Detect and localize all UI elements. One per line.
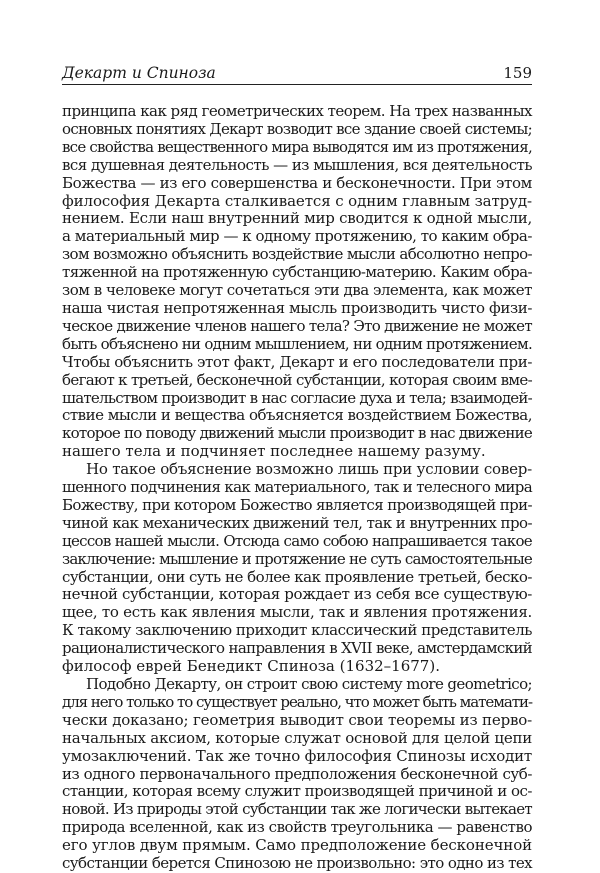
paragraph-first-line: Подобно Декарту, он строит свою систему more geometrico; [86,675,532,693]
text-line: субстанции берется Спинозою не произвольно: это одно из тех [62,854,532,873]
text-line: ствие мысли и вещества объясняется воздействием Божества, [62,406,532,425]
body-text [62,103,532,873]
text-line: К такому заключению приходит классический представитель [62,621,532,640]
text-line: рационалистического направления в XVII веке, амстердамский [62,639,532,658]
text-line: вся душевная деятельность — из мышления, вся деятельность [62,155,532,174]
paragraph-last-line: философ еврей Бенедикт Спиноза (1632–1677). [62,657,440,676]
text-line: шенного подчинения как материального, так и телесного мира [62,478,532,497]
text-line: тяженной на протяженную субстанцию-материю. Каким обра- [62,263,532,282]
running-title: Декарт и Спиноза [62,64,216,82]
text-line: щее, то есть как явления мысли, так и явления протяжения. [62,603,532,622]
text-line: шательством производит в нас согласие духа и тела; взаимодей- [62,388,532,407]
text-line: Божества — из его совершенства и бесконечности. При этом [62,173,532,192]
text-line: природа вселенной, как из свойств треугольника — равенство [62,818,532,837]
text-line: чиной как механических движений тел, так и внутренних про- [62,513,532,532]
text-line: быть объяснено ни одним мышлением, ни одним протяжением. [62,334,532,353]
text-line: основных понятиях Декарт возводит все здание своей системы; [62,119,532,138]
text-line: из одного первоначального предположения бесконечной суб- [62,764,532,783]
paragraph-first-line: Но такое объяснение возможно лишь при условии совер- [86,460,532,479]
text-line: для него только то существует реально, что может быть математи- [62,692,532,711]
text-line: начальных аксиом, которые служат основой для целой цепи [62,728,532,747]
text-line: все свойства вещественного мира выводятся им из протяжения, [62,137,532,156]
page-number: 159 [503,64,532,82]
text-line: умозаключений. Так же точно философия Спинозы исходит [62,746,532,765]
text-line: цессов нашей мысли. Отсюда само собою напрашивается такое [62,531,532,550]
paragraph-last-line: нашего тела и подчиняет последнее нашему разуму. [62,442,486,461]
text-line: его углов двум прямым. Само предположение бесконечной [62,836,532,855]
text-line: Божеству, при котором Божество является производящей при- [62,495,532,514]
text-line: которое по поводу движений мысли производит в нас движение [62,424,532,443]
text-line: чески доказано; геометрия выводит свои теоремы из перво- [62,710,532,729]
text-line: новой. Из природы этой субстанции так же логически вытекает [62,800,532,819]
text-line: нечной субстанции, которая рождает из себя все существую- [62,585,532,604]
text-line: ческое движение членов нашего тела? Это движение не может [62,316,532,335]
text-line: зом в человеке могут сочетаться эти два элемента, как может [62,281,532,300]
running-head [62,62,532,85]
text-line: а материальный мир — к одному протяжению, то каким обра- [62,227,532,246]
text-line: субстанции, они суть не более как проявление третьей, беско- [62,567,532,586]
text-line: принципа как ряд геометрических теорем. На трех названных [62,102,532,120]
text-line: заключение: мышление и протяжение не суть самостоятельные [62,549,532,568]
text-line: наша чистая непротяженная мысль производить чисто физи- [62,298,532,317]
text-line: бегают к третьей, бесконечной субстанции, которая своим вме- [62,370,532,389]
text-line: нением. Если наш внутренний мир сводится к одной мысли, [62,209,532,228]
text-line: станции, которая всему служит производящей причиной и ос- [62,782,532,801]
text-line: зом возможно объяснить воздействие мысли абсолютно непро- [62,245,532,264]
text-line: философия Декарта сталкивается с одним главным затруд- [62,191,532,210]
text-line: Чтобы объяснить этот факт, Декарт и его последователи при- [62,352,532,371]
